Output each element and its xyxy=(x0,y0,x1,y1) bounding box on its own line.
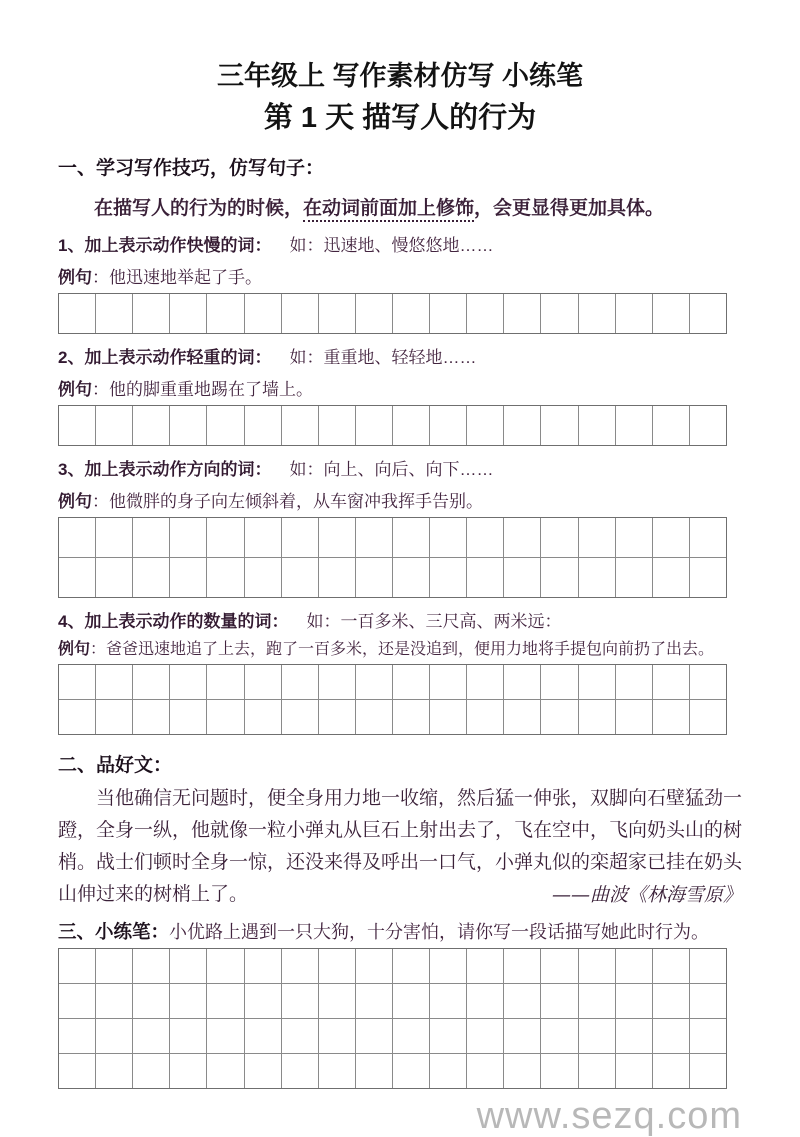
grid-row xyxy=(59,665,726,699)
excerpt-attribution: ——曲波《林海雪原》 xyxy=(551,884,742,906)
grid-cell xyxy=(170,406,207,445)
item-4-label: 4、加上表示动作的数量的词： xyxy=(58,612,289,631)
grid-cell xyxy=(653,558,690,597)
grid-cell xyxy=(653,1019,690,1053)
grid-cell xyxy=(467,406,504,445)
item-3-example-sentence xyxy=(58,490,742,514)
grid-cell xyxy=(393,1054,430,1088)
grid-cell xyxy=(541,1019,578,1053)
grid-cell xyxy=(579,558,616,597)
grid-cell xyxy=(96,949,133,983)
grid-cell xyxy=(579,1054,616,1088)
grid-row xyxy=(59,983,726,1018)
grid-cell xyxy=(245,1054,282,1088)
page-title: 三年级上 写作素材仿写 小练笔 xyxy=(216,61,583,91)
grid-cell xyxy=(356,665,393,699)
section3-line xyxy=(58,919,742,945)
watermark-text: www.sezq.com xyxy=(476,1095,742,1137)
item-1-label: 1、加上表示动作快慢的词： xyxy=(58,236,272,255)
grid-cell xyxy=(541,294,578,333)
grid-cell xyxy=(319,406,356,445)
grid-cell xyxy=(319,949,356,983)
grid-cell xyxy=(96,518,133,557)
item-3-examples: 如：向上、向后、向下…… xyxy=(289,460,494,479)
grid-cell xyxy=(579,406,616,445)
grid-cell xyxy=(690,700,726,734)
grid-cell xyxy=(96,406,133,445)
grid-cell xyxy=(356,984,393,1018)
writing-grid-5 xyxy=(58,948,727,1089)
grid-cell xyxy=(690,665,726,699)
grid-cell xyxy=(282,949,319,983)
item-2-label: 2、加上表示动作轻重的词： xyxy=(58,348,272,367)
grid-cell xyxy=(579,1019,616,1053)
grid-cell xyxy=(207,294,244,333)
reading-excerpt xyxy=(58,783,742,911)
grid-cell xyxy=(356,558,393,597)
grid-cell xyxy=(59,558,96,597)
grid-cell xyxy=(356,949,393,983)
grid-cell xyxy=(356,518,393,557)
writing-grid-1 xyxy=(58,293,727,334)
grid-cell xyxy=(170,1054,207,1088)
grid-cell xyxy=(245,984,282,1018)
grid-cell xyxy=(133,1054,170,1088)
grid-row xyxy=(59,949,726,983)
grid-cell xyxy=(393,1019,430,1053)
item-2-examples: 如：重重地、轻轻地…… xyxy=(289,348,477,367)
grid-cell xyxy=(319,558,356,597)
grid-cell xyxy=(207,558,244,597)
grid-cell xyxy=(504,984,541,1018)
section1-heading: 一、学习写作技巧，仿写句子： xyxy=(58,158,325,179)
grid-cell xyxy=(430,949,467,983)
grid-cell xyxy=(541,558,578,597)
grid-cell xyxy=(245,518,282,557)
grid-cell xyxy=(690,984,726,1018)
item-2-example-sentence xyxy=(58,378,742,402)
grid-cell xyxy=(207,700,244,734)
grid-cell xyxy=(504,294,541,333)
section3-heading: 三、小练笔： xyxy=(58,921,170,942)
grid-cell xyxy=(653,406,690,445)
grid-cell xyxy=(96,1054,133,1088)
grid-cell xyxy=(653,949,690,983)
grid-cell xyxy=(170,294,207,333)
writing-grid-4 xyxy=(58,664,727,735)
section2-heading: 二、品好文： xyxy=(58,755,173,776)
grid-cell xyxy=(504,406,541,445)
item-2-line xyxy=(58,346,742,370)
grid-cell xyxy=(541,949,578,983)
grid-cell xyxy=(356,406,393,445)
grid-cell xyxy=(207,518,244,557)
item-1-line xyxy=(58,234,742,258)
grid-cell xyxy=(616,1054,653,1088)
grid-cell xyxy=(541,518,578,557)
grid-cell xyxy=(690,1019,726,1053)
grid-cell xyxy=(319,1054,356,1088)
grid-cell xyxy=(504,518,541,557)
grid-cell xyxy=(616,984,653,1018)
grid-cell xyxy=(245,949,282,983)
grid-cell xyxy=(133,665,170,699)
grid-cell xyxy=(430,700,467,734)
grid-cell xyxy=(430,1019,467,1053)
grid-cell xyxy=(430,1054,467,1088)
grid-cell xyxy=(430,665,467,699)
grid-cell xyxy=(207,1019,244,1053)
grid-row xyxy=(59,1053,726,1088)
grid-cell xyxy=(430,558,467,597)
grid-cell xyxy=(133,700,170,734)
grid-cell xyxy=(319,665,356,699)
grid-cell xyxy=(467,949,504,983)
grid-cell xyxy=(616,518,653,557)
grid-cell xyxy=(616,949,653,983)
item-1-example-sentence xyxy=(58,266,742,290)
grid-cell xyxy=(690,1054,726,1088)
grid-cell xyxy=(653,700,690,734)
grid-cell xyxy=(430,518,467,557)
grid-cell xyxy=(653,665,690,699)
grid-cell xyxy=(207,984,244,1018)
page-subtitle: 第 1 天 描写人的行为 xyxy=(263,102,537,134)
grid-cell xyxy=(282,294,319,333)
grid-cell xyxy=(653,518,690,557)
grid-cell xyxy=(393,984,430,1018)
grid-cell xyxy=(579,949,616,983)
grid-cell xyxy=(282,1054,319,1088)
grid-cell xyxy=(59,406,96,445)
grid-cell xyxy=(207,949,244,983)
grid-cell xyxy=(133,518,170,557)
grid-cell xyxy=(245,700,282,734)
grid-cell xyxy=(579,294,616,333)
grid-cell xyxy=(59,518,96,557)
grid-cell xyxy=(96,294,133,333)
grid-cell xyxy=(133,984,170,1018)
writing-grid-2 xyxy=(58,405,727,446)
grid-cell xyxy=(430,294,467,333)
grid-cell xyxy=(282,406,319,445)
grid-cell xyxy=(616,406,653,445)
grid-cell xyxy=(170,558,207,597)
grid-cell xyxy=(467,518,504,557)
grid-cell xyxy=(393,518,430,557)
grid-cell xyxy=(282,984,319,1018)
grid-cell xyxy=(245,665,282,699)
grid-cell xyxy=(579,518,616,557)
grid-cell xyxy=(541,665,578,699)
liju-text: ：他的脚重重地踢在了墙上。 xyxy=(92,380,313,399)
tip-underlined-phrase: 在动词前面加上修饰 xyxy=(303,198,474,222)
grid-cell xyxy=(690,558,726,597)
grid-cell xyxy=(282,558,319,597)
grid-cell xyxy=(393,558,430,597)
item-3-label: 3、加上表示动作方向的词： xyxy=(58,460,272,479)
grid-cell xyxy=(319,700,356,734)
grid-cell xyxy=(356,700,393,734)
grid-row xyxy=(59,518,726,557)
tip-prefix: 在描写人的行为的时候， xyxy=(94,198,304,219)
item-4-examples: 如：一百多米、三尺高、两米远： xyxy=(306,612,562,631)
grid-cell xyxy=(690,518,726,557)
grid-cell xyxy=(245,1019,282,1053)
grid-cell xyxy=(96,1019,133,1053)
grid-cell xyxy=(616,294,653,333)
grid-cell xyxy=(393,700,430,734)
grid-cell xyxy=(393,406,430,445)
grid-cell xyxy=(579,665,616,699)
grid-cell xyxy=(690,949,726,983)
grid-cell xyxy=(690,406,726,445)
grid-row xyxy=(59,406,726,445)
liju-text: ：他迅速地举起了手。 xyxy=(92,268,262,287)
tip-suffix: ，会更显得更加具体。 xyxy=(474,198,665,219)
grid-cell xyxy=(245,406,282,445)
grid-cell xyxy=(579,700,616,734)
grid-cell xyxy=(393,949,430,983)
grid-cell xyxy=(541,1054,578,1088)
grid-cell xyxy=(579,984,616,1018)
item-4-example-sentence xyxy=(58,639,742,661)
grid-cell xyxy=(59,1019,96,1053)
grid-cell xyxy=(133,406,170,445)
grid-cell xyxy=(393,665,430,699)
writing-tip xyxy=(58,196,742,222)
grid-cell xyxy=(541,984,578,1018)
grid-cell xyxy=(96,558,133,597)
grid-cell xyxy=(467,700,504,734)
grid-cell xyxy=(170,665,207,699)
grid-cell xyxy=(282,518,319,557)
liju-label: 例句 xyxy=(58,268,92,287)
grid-cell xyxy=(467,294,504,333)
liju-label: 例句 xyxy=(58,492,92,511)
grid-cell xyxy=(504,949,541,983)
writing-grid-3 xyxy=(58,517,727,598)
grid-cell xyxy=(133,294,170,333)
grid-cell xyxy=(207,665,244,699)
grid-cell xyxy=(430,984,467,1018)
liju-text: ：他微胖的身子向左倾斜着，从车窗冲我挥手告别。 xyxy=(92,492,483,511)
grid-cell xyxy=(616,1019,653,1053)
grid-cell xyxy=(59,294,96,333)
grid-row xyxy=(59,699,726,734)
grid-cell xyxy=(504,700,541,734)
grid-cell xyxy=(356,1054,393,1088)
grid-cell xyxy=(170,949,207,983)
grid-cell xyxy=(504,558,541,597)
grid-cell xyxy=(467,665,504,699)
liju-label: 例句 xyxy=(58,641,91,658)
grid-cell xyxy=(245,558,282,597)
grid-row xyxy=(59,294,726,333)
grid-cell xyxy=(690,294,726,333)
grid-cell xyxy=(467,558,504,597)
item-4-line xyxy=(58,610,742,634)
section3-prompt: 小优路上遇到一只大狗，十分害怕，请你写一段话描写她此时行为。 xyxy=(169,922,710,942)
grid-cell xyxy=(616,700,653,734)
grid-cell xyxy=(616,558,653,597)
liju-text: ：爸爸迅速地追了上去，跑了一百多米，还是没追到，便用力地将手提包向前扔了出去。 xyxy=(90,641,715,658)
grid-cell xyxy=(133,1019,170,1053)
grid-row xyxy=(59,1018,726,1053)
grid-cell xyxy=(653,984,690,1018)
item-3-line xyxy=(58,458,742,482)
grid-cell xyxy=(504,665,541,699)
grid-cell xyxy=(96,665,133,699)
grid-cell xyxy=(96,984,133,1018)
grid-cell xyxy=(319,984,356,1018)
grid-cell xyxy=(356,1019,393,1053)
grid-cell xyxy=(504,1019,541,1053)
grid-cell xyxy=(541,406,578,445)
grid-cell xyxy=(59,1054,96,1088)
grid-row xyxy=(59,557,726,597)
grid-cell xyxy=(59,665,96,699)
grid-cell xyxy=(616,665,653,699)
grid-cell xyxy=(282,1019,319,1053)
grid-cell xyxy=(467,1054,504,1088)
grid-cell xyxy=(653,1054,690,1088)
liju-label: 例句 xyxy=(58,380,92,399)
grid-cell xyxy=(356,294,393,333)
grid-cell xyxy=(133,558,170,597)
grid-cell xyxy=(207,1054,244,1088)
item-1-examples: 如：迅速地、慢悠悠地…… xyxy=(289,236,494,255)
grid-cell xyxy=(96,700,133,734)
grid-cell xyxy=(170,700,207,734)
grid-cell xyxy=(170,984,207,1018)
grid-cell xyxy=(59,700,96,734)
grid-cell xyxy=(207,406,244,445)
grid-cell xyxy=(133,949,170,983)
grid-cell xyxy=(319,518,356,557)
grid-cell xyxy=(541,700,578,734)
grid-cell xyxy=(59,949,96,983)
grid-cell xyxy=(504,1054,541,1088)
grid-cell xyxy=(319,1019,356,1053)
grid-cell xyxy=(282,665,319,699)
excerpt-text: 当他确信无问题时，便全身用力地一收缩，然后猛一伸张，双脚向石壁猛劲一蹬，全身一纵，他就像一粒小弹丸从巨石上射出去了，飞在空中，飞向奶头山的树梢。战士们顿时全身一惊，还没来得及呼出一口气，小弹丸似的栾超家已挂在奶头山伸过来的树梢上了。 xyxy=(58,788,743,905)
grid-cell xyxy=(282,700,319,734)
grid-cell xyxy=(467,984,504,1018)
grid-cell xyxy=(170,518,207,557)
grid-cell xyxy=(430,406,467,445)
grid-cell xyxy=(245,294,282,333)
grid-cell xyxy=(653,294,690,333)
grid-cell xyxy=(319,294,356,333)
grid-cell xyxy=(59,984,96,1018)
grid-cell xyxy=(467,1019,504,1053)
grid-cell xyxy=(170,1019,207,1053)
grid-cell xyxy=(393,294,430,333)
